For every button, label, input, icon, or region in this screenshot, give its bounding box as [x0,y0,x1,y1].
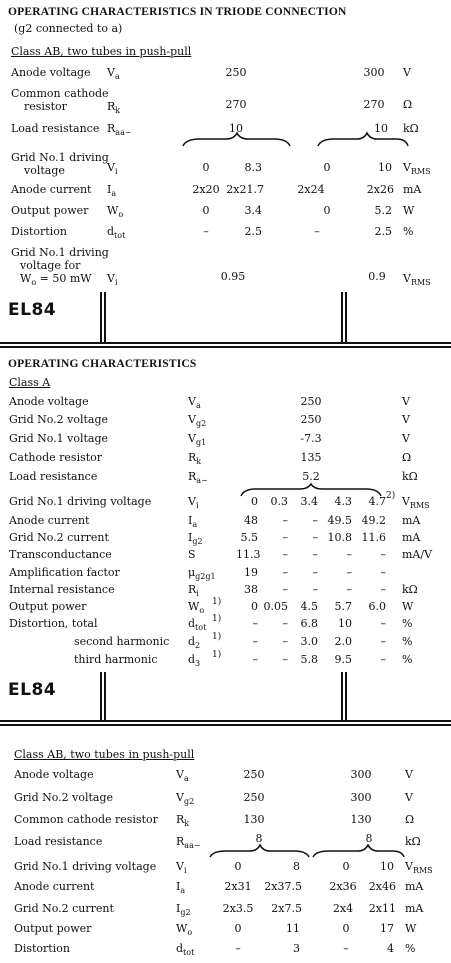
value-va-2: 250 [300,395,322,408]
cell: – [282,583,288,596]
label-g2-current: Grid No.2 current [9,531,109,544]
unit-rk: Ω [403,98,413,111]
value-wo3-b: 11 [286,922,300,935]
value-ia3-a: 2x31 [224,880,252,893]
value-dtot-c: – [314,225,320,238]
cell: – [282,653,288,666]
label-internal-resistance: Internal resistance [9,583,115,596]
value-vi3-a: 0 [234,860,242,873]
value-raa3-1: 8 [255,832,263,845]
value-ig2-3-a: 2x3.5 [222,902,254,915]
cell: – [312,548,318,561]
value-raa-2: 10 [374,122,388,135]
symbol-ia: $I_a$ [107,183,117,198]
el84-logo-2: EL84 [8,680,57,700]
cell: 6.8 [300,617,318,630]
value-dtot3-a: – [235,942,241,955]
cell: 5.5 [240,531,258,544]
value-va-2: 300 [363,66,385,79]
footnote-2: 2) [386,491,396,501]
section1-class-label: Class AB, two tubes in push-pull [11,45,192,58]
unit-va3: V [405,768,413,781]
cell: – [380,566,386,579]
value-vi-c: 0 [323,161,331,174]
label-g2-voltage: Grid No.2 voltage [9,413,109,426]
label-distortion-total: Distortion, total [9,617,98,630]
cell: 2.0 [334,635,352,648]
label-output-power: Output power [11,204,89,217]
symbol-ri: $R_i$ [188,583,199,598]
cell: – [346,566,352,579]
value-ia3-c: 2x36 [329,880,357,893]
cell: 0.05 [263,600,288,613]
label-cathode-resistor-1: Common cathode [11,87,109,100]
value-ia-b: 2x21.7 [226,183,264,196]
value-vg2-3-1: 250 [243,791,265,804]
value-ia-a: 2x20 [192,183,220,196]
value-dtot3-d: 4 [387,942,394,955]
section3-class-label: Class AB, two tubes in push-pull [14,748,195,761]
label-anode-voltage-3: Anode voltage [14,768,94,781]
symbol-vi-sec2: $V_i$ [188,495,199,510]
value-rk-sec2: 135 [300,451,322,464]
value-ia3-d: 2x46 [368,880,396,893]
unit-rk3: Ω [405,813,415,826]
symbol-raa: $R_{aa\sim}$ [107,122,132,137]
cell: 0.3 [270,495,288,508]
symbol-ig2-3: $I_{g2}$ [176,902,191,917]
symbol-vi-3: $V_i$ [176,860,187,875]
cell: 5.8 [300,653,318,666]
unit: % [402,617,413,630]
cell: 11.6 [361,531,386,544]
symbol-rk: $R_k$ [107,100,121,115]
symbol-vg2: $V_{g2}$ [188,413,207,428]
symbol-vi: $V_i$ [107,161,118,176]
label-distortion-3: Distortion [14,942,70,955]
value-ig2-3-c: 2x4 [332,902,354,915]
value-dtot-b: 2.5 [244,225,262,238]
label-anode-voltage: Anode voltage [11,66,91,79]
unit: mA/V [402,548,433,561]
value-raa3-2: 8 [365,832,373,845]
symbol-dtot-3: $d_{tot}$ [176,942,195,957]
cell: 10.8 [327,531,352,544]
value-vi3-c: 0 [342,860,350,873]
value-wo3-d: 17 [380,922,394,935]
cell: – [312,583,318,596]
value-wo3-a: 0 [234,922,242,935]
label-drive-sec2: Grid No.1 driving voltage [9,495,152,508]
label-drive50-1: Grid No.1 driving [11,246,109,259]
label-distortion: Distortion [11,225,67,238]
value-wo3-c: 0 [342,922,350,935]
symbol-s: S [188,548,196,561]
section1-title: OPERATING CHARACTERISTICS IN TRIODE CONNECTION [8,6,347,18]
unit-vrms: $V_{RMS}$ [403,161,431,176]
symbol-d3: $d_3$ [188,653,201,668]
cell: 49.5 [327,514,352,527]
cell: – [312,514,318,527]
label-transconductance: Transconductance [9,548,112,561]
value-vi-d: 10 [378,161,392,174]
unit-wo: W [403,204,415,217]
cell: 11.3 [236,548,261,561]
section2-class-label: Class A [9,376,51,389]
cell: – [312,531,318,544]
symbol-va-2: $V_a$ [188,395,201,410]
value-wo-a: 0 [202,204,210,217]
unit: mA [402,531,421,544]
symbol-vg1: $V_{g1}$ [188,432,207,447]
unit-dtot3: % [405,942,416,955]
unit: % [402,653,413,666]
label-g1-voltage: Grid No.1 voltage [9,432,109,445]
symbol-vg2-3: $V_{g2}$ [176,791,195,806]
value-ia-c: 2x24 [297,183,325,196]
symbol-ra: $R_{a\sim}$ [188,470,208,485]
unit-vg2-3: V [405,791,413,804]
symbol-ig2: $I_{g2}$ [188,531,203,546]
symbol-vi-50: $V_i$ [107,272,118,287]
el84-logo-1: EL84 [8,300,57,320]
unit-raa: kΩ [403,122,419,135]
cell: 19 [244,566,258,579]
label-drive50-2: voltage for [20,259,81,272]
symbol-raa-3: $R_{aa\sim}$ [176,835,201,850]
label-amplification: Amplification factor [9,566,120,579]
symbol-va-3: $V_a$ [176,768,189,783]
value-va-1: 250 [225,66,247,79]
symbol-ia-3: $I_a$ [176,880,186,895]
cell: – [380,583,386,596]
unit-raa3: kΩ [405,835,421,848]
cell: – [380,635,386,648]
symbol-dtot: $d_{tot}$ [107,225,126,240]
value-dtot-d: 2.5 [374,225,392,238]
label-load-resistance: Load resistance [11,122,100,135]
value-ig2-3-d: 2x11 [368,902,396,915]
value-va3-1: 250 [243,768,265,781]
cell: – [282,514,288,527]
unit-vg1: V [402,432,410,445]
symbol-wo-sec2: $W_o$ [188,600,205,615]
unit: % [402,635,413,648]
symbol-mu: $\mu_{g2g1}$ [188,566,216,581]
label-drive-1: Grid No.1 driving [11,151,109,164]
label-load-resistance-3: Load resistance [14,835,103,848]
label-drive50-3: $W_o = 50$ mW [20,272,92,287]
unit-vg2: V [402,413,410,426]
cell: – [346,548,352,561]
unit-ia3: mA [405,880,424,893]
label-third-harmonic: third harmonic [74,653,158,666]
label-load-resistance-2: Load resistance [9,470,98,483]
symbol-wo-3: $W_o$ [176,922,193,937]
unit-wo3: W [405,922,417,935]
value-dtot3-c: – [343,942,349,955]
value-rk-2: 270 [363,98,385,111]
cell: – [380,653,386,666]
label-anode-current-3: Anode current [14,880,95,893]
cell: 4.5 [300,600,318,613]
value-ia3-b: 2x37.5 [264,880,302,893]
symbol-va: $V_a$ [107,66,120,81]
value-ig2-3-b: 2x7.5 [271,902,302,915]
value-dtot-a: – [203,225,209,238]
value-rk-1: 270 [225,98,247,111]
value-wo-d: 5.2 [374,204,392,217]
cell: 6.0 [368,600,386,613]
unit: W [402,600,414,613]
label-output-power-sec2: Output power [9,600,87,613]
unit-ig2-3: mA [405,902,424,915]
cell: – [282,566,288,579]
cell: – [282,617,288,630]
symbol-ia-sec2: $I_a$ [188,514,198,529]
footnote-1: 1) [212,650,222,660]
label-anode-voltage-2: Anode voltage [9,395,89,408]
value-vg1: -7.3 [300,432,322,445]
value-vi3-d: 10 [380,860,394,873]
cell: 48 [244,514,258,527]
unit-vrms-sec2: $V_{RMS}$ [402,495,430,510]
value-rk3-2: 130 [350,813,372,826]
value-drive50-2: 0.9 [368,270,386,283]
cell: 3.0 [300,635,318,648]
cell: 38 [244,583,258,596]
value-va3-2: 300 [350,768,372,781]
value-wo-b: 3.4 [244,204,262,217]
label-anode-current-sec2: Anode current [9,514,90,527]
cell: 9.5 [334,653,352,666]
cell: 4.3 [334,495,352,508]
cell: – [312,566,318,579]
label-drive-2: voltage [24,164,65,177]
cell: 3.4 [300,495,318,508]
cell: – [252,617,258,630]
value-raa-1: 10 [229,122,243,135]
cell: – [380,617,386,630]
cell: – [380,548,386,561]
value-vi-b: 8.3 [244,161,262,174]
cell: – [282,548,288,561]
label-cathode-resistor-3: Common cathode resistor [14,813,158,826]
cell: 5.7 [334,600,352,613]
footnote-1: 1) [212,614,222,624]
symbol-rk-3: $R_k$ [176,813,190,828]
value-rk3-1: 130 [243,813,265,826]
symbol-wo: $W_o$ [107,204,124,219]
footnote-1: 1) [212,597,222,607]
symbol-rk-2: $R_k$ [188,451,202,466]
label-second-harmonic: second harmonic [74,635,170,648]
unit-va: V [403,66,411,79]
label-drive-3: Grid No.1 driving voltage [14,860,157,873]
value-vi-a: 0 [202,161,210,174]
symbol-dtot-sec2: $d_{tot}$ [188,617,207,632]
cell: 0 [251,495,258,508]
unit-ia: mA [403,183,422,196]
label-output-power-3: Output power [14,922,92,935]
cell: 0 [251,600,258,613]
value-wo-c: 0 [323,204,331,217]
cell: – [252,635,258,648]
value-ra: 5.2 [302,470,320,483]
unit-rk-2: Ω [402,451,412,464]
cell: – [282,531,288,544]
unit-va-2: V [402,395,410,408]
footnote-1: 1) [212,632,222,642]
cell: 49.2 [361,514,386,527]
cell: – [282,635,288,648]
label-cathode-resistor-2: resistor [24,100,67,113]
value-dtot3-b: 3 [293,942,300,955]
cell: 4.7 [368,495,386,508]
symbol-d2: $d_2$ [188,635,201,650]
unit-dtot: % [403,225,414,238]
section2-title: OPERATING CHARACTERISTICS [8,358,197,370]
value-vi3-b: 8 [293,860,300,873]
cell: 10 [338,617,352,630]
unit-ra: kΩ [402,470,418,483]
value-vg2-3-2: 300 [350,791,372,804]
value-ia-d: 2x26 [366,183,394,196]
value-vg2: 250 [300,413,322,426]
cell: – [252,653,258,666]
unit: kΩ [402,583,418,596]
label-g2-current-3: Grid No.2 current [14,902,114,915]
section1-subtitle: (g2 connected to a) [14,22,123,35]
label-anode-current: Anode current [11,183,92,196]
unit: mA [402,514,421,527]
label-g2-voltage-3: Grid No.2 voltage [14,791,114,804]
label-cathode-resistor: Cathode resistor [9,451,103,464]
unit-vrms-3: $V_{RMS}$ [405,860,433,875]
cell: – [346,583,352,596]
unit-drive50: $V_{RMS}$ [403,272,431,287]
value-drive50-1: 0.95 [220,270,246,283]
